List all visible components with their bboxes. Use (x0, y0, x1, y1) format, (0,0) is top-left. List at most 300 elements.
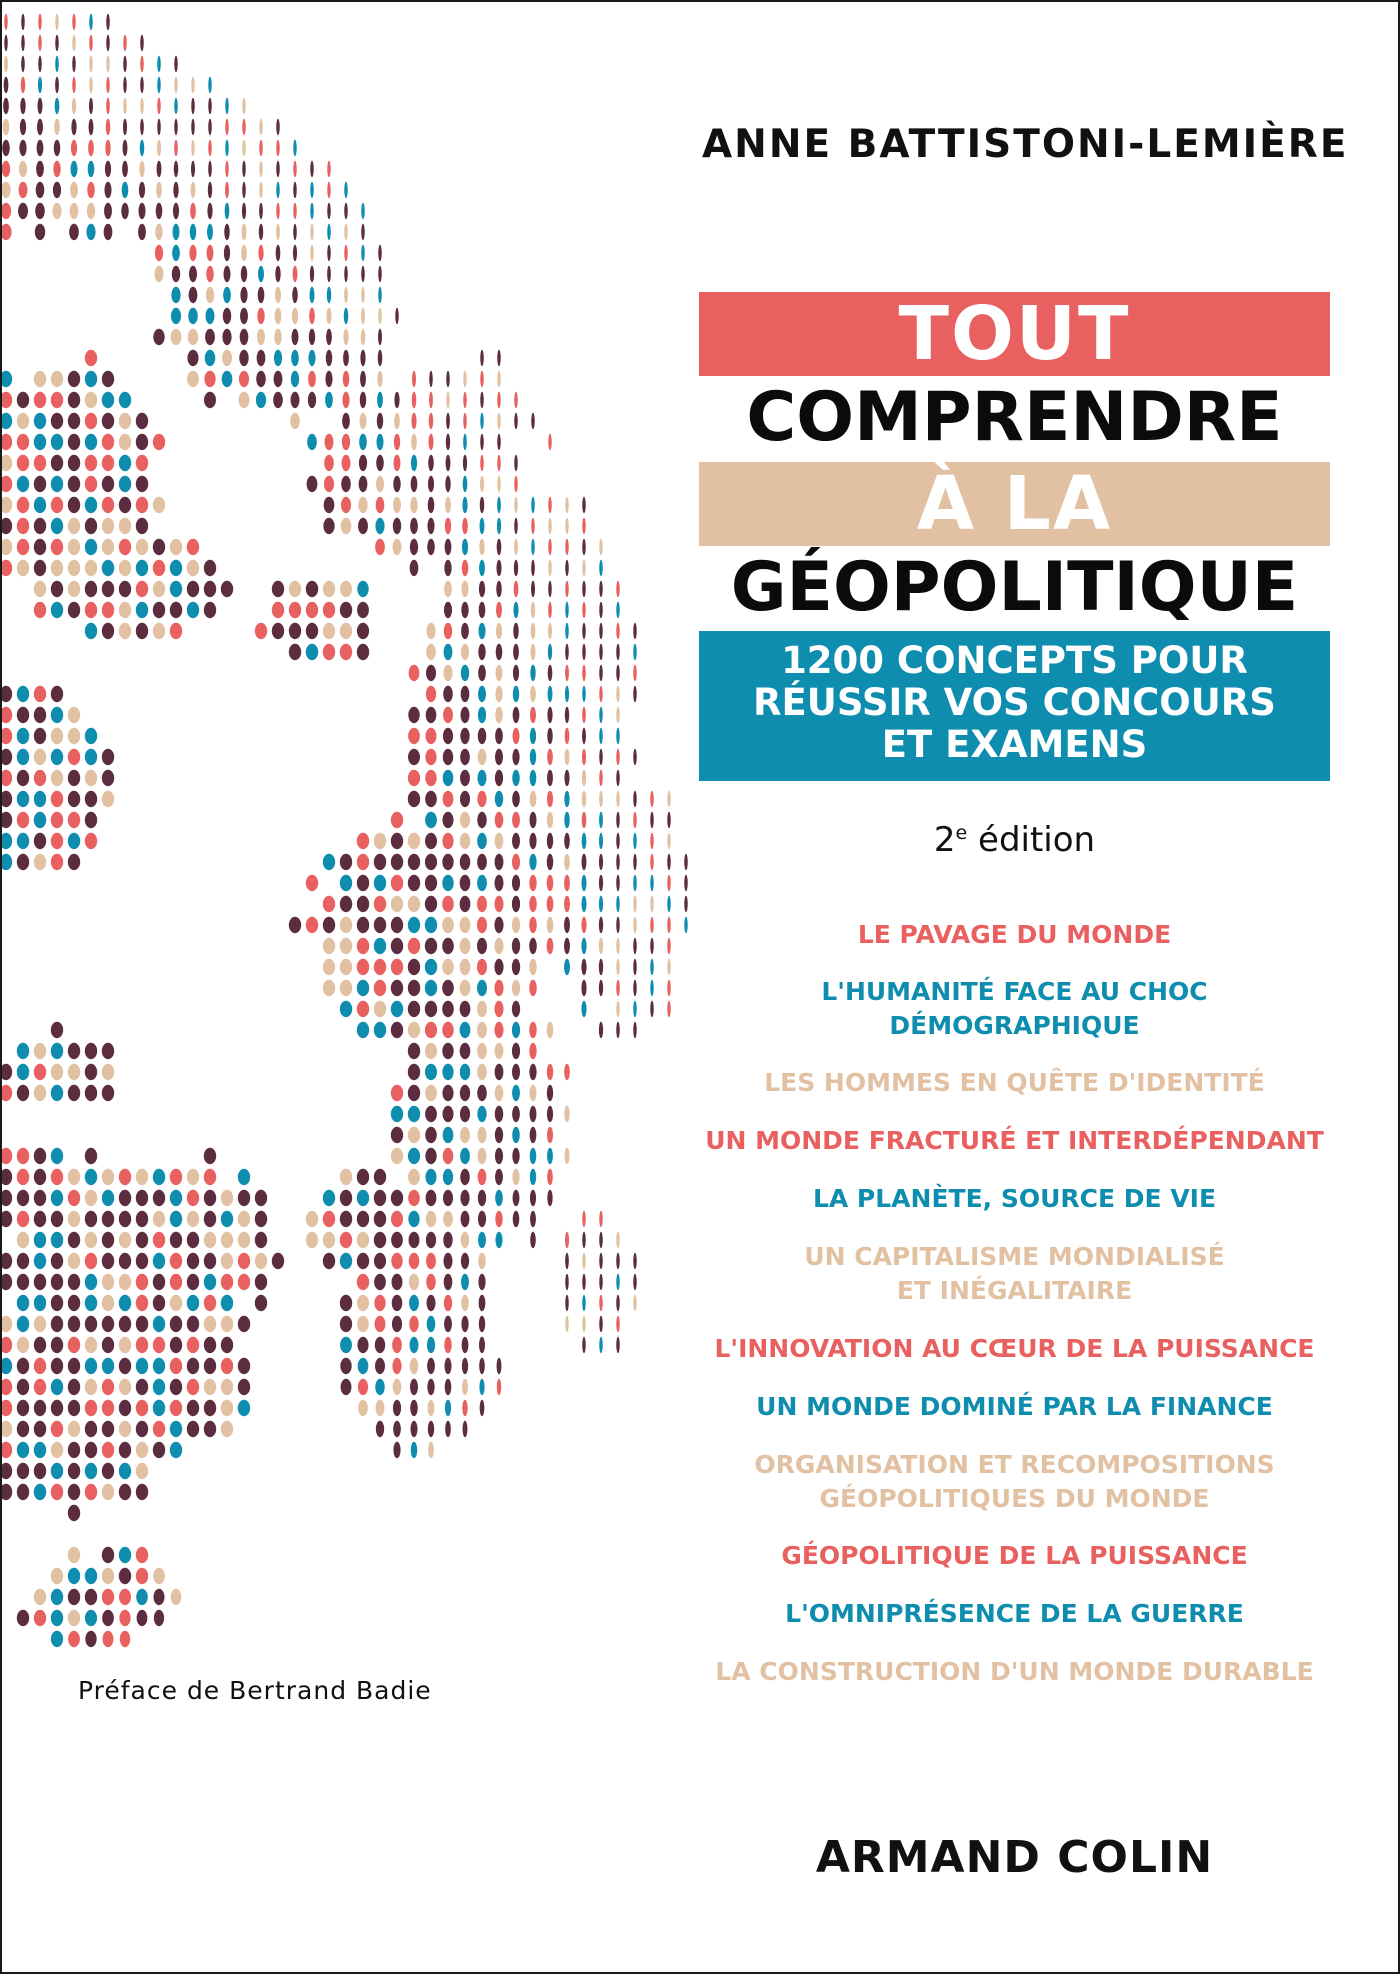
chapter-line: GÉOPOLITIQUES DU MONDE (819, 1484, 1210, 1513)
globe-dot (53, 161, 60, 177)
globe-dot (633, 791, 636, 807)
globe-dot (2, 1400, 12, 1416)
globe-dot (340, 581, 352, 597)
globe-dot (102, 1400, 114, 1416)
globe-dot (208, 98, 211, 114)
globe-dot (599, 1274, 602, 1290)
globe-dot (408, 896, 420, 912)
globe-dot (18, 203, 28, 219)
globe-dot (85, 1631, 96, 1647)
globe-dot (68, 1358, 80, 1374)
globe-dot (207, 224, 213, 240)
globe-dot (289, 602, 301, 618)
globe-dot (409, 1232, 420, 1248)
globe-dot (564, 959, 570, 975)
globe-dot (599, 854, 603, 870)
globe-dot (478, 1211, 486, 1227)
globe-dot (256, 371, 266, 387)
globe-dot (425, 770, 436, 786)
globe-dot (17, 854, 29, 870)
globe-dot (190, 203, 196, 219)
globe-dot (323, 623, 335, 639)
globe-dot (276, 203, 279, 219)
globe-dot (564, 896, 570, 912)
globe-dot (21, 14, 24, 30)
globe-dot (106, 119, 110, 135)
globe-dot (85, 833, 97, 849)
globe-dot (599, 1253, 602, 1269)
globe-dot (497, 371, 500, 387)
globe-dot (650, 854, 653, 870)
globe-dot (2, 224, 12, 240)
globe-dot (85, 1463, 97, 1479)
globe-dot (188, 308, 198, 324)
globe-dot (340, 1295, 352, 1311)
globe-dot (340, 1001, 352, 1017)
globe-dot (323, 917, 335, 933)
globe-dot (408, 728, 420, 744)
globe-dot (17, 1358, 29, 1374)
globe-dot (309, 329, 315, 345)
globe-dot (497, 1379, 501, 1395)
globe-dot (136, 413, 148, 429)
globe-dot (222, 329, 231, 345)
globe-dot (564, 1106, 569, 1122)
globe-dot (34, 581, 46, 597)
globe-dot (357, 875, 369, 891)
globe-dot (667, 854, 670, 870)
globe-dot (512, 959, 520, 975)
globe-dot (495, 833, 504, 849)
globe-dot (478, 1232, 486, 1248)
globe-dot (34, 1043, 46, 1059)
globe-dot (564, 938, 570, 954)
globe-dot (204, 1295, 216, 1311)
globe-dot (2, 1442, 12, 1458)
globe-dot (187, 581, 199, 597)
globe-dot (616, 1232, 619, 1248)
globe-dot (444, 623, 453, 639)
globe-dot (616, 749, 619, 765)
globe-dot (51, 1400, 63, 1416)
globe-dot (377, 371, 382, 387)
globe-dot (324, 476, 334, 492)
globe-dot (17, 1085, 29, 1101)
edition-text: édition (978, 820, 1096, 860)
globe-dot (425, 1148, 436, 1164)
globe-dot (514, 497, 517, 513)
globe-dot (426, 728, 437, 744)
globe-dot (428, 497, 435, 513)
globe-dot (340, 1253, 352, 1269)
globe-dot (34, 434, 46, 450)
globe-dot (531, 602, 535, 618)
globe-dot (564, 833, 570, 849)
globe-dot (616, 770, 619, 786)
globe-dot (358, 497, 367, 513)
globe-dot (191, 182, 196, 198)
globe-dot (495, 1211, 502, 1227)
globe-dot (85, 497, 97, 513)
globe-dot (68, 1316, 80, 1332)
globe-dot (272, 1253, 284, 1269)
globe-dot (21, 77, 25, 93)
globe-dot (684, 854, 687, 870)
globe-dot (581, 959, 586, 975)
globe-dot (512, 728, 519, 744)
globe-dot (565, 1253, 569, 1269)
globe-dot (51, 1442, 63, 1458)
globe-dot (2, 1379, 12, 1395)
globe-dot (102, 1568, 114, 1584)
globe-dot (426, 1253, 436, 1269)
globe-dot (514, 581, 519, 597)
globe-dot (72, 56, 75, 72)
globe-dot (391, 1127, 403, 1143)
globe-dot (240, 329, 249, 345)
globe-dot (479, 1295, 486, 1311)
globe-dot (411, 1442, 418, 1458)
globe-dot (291, 392, 300, 408)
globe-dot (187, 1337, 199, 1353)
globe-dot (171, 287, 180, 303)
globe-dot (136, 1169, 148, 1185)
globe-dot (442, 854, 453, 870)
globe-dot (427, 1379, 434, 1395)
globe-dot (616, 1316, 619, 1332)
globe-dot (667, 959, 670, 975)
globe-dot (616, 1337, 619, 1353)
globe-dot (426, 665, 436, 681)
globe-dot (34, 1610, 46, 1626)
globe-dot (391, 896, 403, 912)
globe-dot (495, 686, 502, 702)
globe-dot (547, 917, 554, 933)
globe-dot (429, 392, 433, 408)
globe-dot (72, 14, 75, 30)
globe-dot (51, 581, 63, 597)
globe-dot (272, 623, 284, 639)
globe-dot (393, 497, 401, 513)
globe-dot (51, 791, 63, 807)
chapter-line: UN MONDE DOMINÉ PAR LA FINANCE (756, 1392, 1273, 1421)
globe-dot (443, 1253, 452, 1269)
globe-dot (38, 14, 41, 30)
globe-dot (650, 917, 653, 933)
globe-dot (582, 602, 585, 618)
globe-dot (442, 1085, 453, 1101)
globe-dot (289, 644, 301, 660)
globe-dot (599, 917, 603, 933)
globe-dot (374, 959, 386, 975)
globe-dot (123, 98, 126, 114)
globe-dot (443, 707, 453, 723)
globe-dot (376, 476, 384, 492)
globe-dot (599, 623, 602, 639)
globe-dot (425, 1064, 437, 1080)
globe-dot (225, 140, 228, 156)
globe-dot (496, 665, 503, 681)
globe-dot (323, 518, 334, 534)
globe-dot (357, 602, 369, 618)
globe-dot (374, 1211, 386, 1227)
globe-dot (667, 833, 670, 849)
globe-dot (68, 581, 80, 597)
globe-dot (375, 1337, 385, 1353)
globe-dot (326, 350, 332, 366)
globe-dot (276, 140, 279, 156)
globe-dot (68, 1442, 80, 1458)
globe-dot (153, 1421, 165, 1437)
globe-dot (512, 749, 519, 765)
globe-dot (667, 875, 670, 891)
globe-dot (599, 581, 602, 597)
globe-dot (344, 308, 349, 324)
globe-dot (480, 1400, 485, 1416)
globe-dot (391, 1253, 402, 1269)
globe-dot (582, 1295, 585, 1311)
globe-dot (582, 518, 585, 534)
globe-dot (391, 1232, 403, 1248)
globe-dot (68, 1295, 80, 1311)
globe-dot (565, 497, 568, 513)
globe-dot (239, 371, 249, 387)
globe-dot (408, 791, 420, 807)
globe-dot (667, 812, 670, 828)
globe-dot (17, 686, 29, 702)
globe-dot (357, 1295, 369, 1311)
globe-dot (323, 1190, 335, 1206)
globe-dot (443, 770, 454, 786)
globe-dot (408, 1043, 420, 1059)
globe-dot (204, 1274, 216, 1290)
globe-dot (136, 476, 148, 492)
globe-dot (530, 707, 536, 723)
globe-dot (34, 1148, 46, 1164)
globe-dot (530, 1127, 537, 1143)
globe-dot (102, 1589, 114, 1605)
globe-dot (325, 392, 333, 408)
globe-dot (461, 644, 469, 660)
globe-dot (478, 644, 485, 660)
globe-dot (530, 1169, 536, 1185)
globe-dot (170, 1379, 182, 1395)
globe-dot (68, 1211, 80, 1227)
globe-dot (187, 1316, 199, 1332)
globe-dot (119, 1610, 130, 1626)
globe-dot (204, 1169, 216, 1185)
globe-dot (395, 308, 398, 324)
globe-dot (51, 812, 63, 828)
globe-dot (529, 917, 537, 933)
globe-dot (477, 833, 487, 849)
globe-dot (616, 581, 619, 597)
globe-dot (119, 1463, 131, 1479)
globe-dot (105, 161, 111, 177)
globe-dot (327, 266, 331, 282)
globe-dot (204, 1190, 216, 1206)
globe-dot (170, 1190, 182, 1206)
globe-dot (293, 203, 296, 219)
globe-dot (170, 1337, 182, 1353)
globe-dot (512, 1148, 519, 1164)
globe-dot (512, 1106, 520, 1122)
globe-dot (102, 791, 114, 807)
globe-dot (341, 497, 351, 513)
globe-dot (633, 623, 636, 639)
globe-dot (221, 1232, 233, 1248)
globe-dot (513, 665, 519, 681)
globe-dot (548, 644, 552, 660)
globe-dot (171, 1589, 182, 1605)
globe-dot (173, 203, 179, 219)
globe-dot (582, 875, 587, 891)
globe-dot (119, 1547, 131, 1563)
globe-dot (378, 329, 382, 345)
globe-dot (102, 1211, 114, 1227)
globe-dot (375, 1358, 385, 1374)
globe-dot (206, 287, 214, 303)
globe-dot (514, 392, 517, 408)
globe-dot (443, 1190, 453, 1206)
globe-dot (119, 1358, 131, 1374)
globe-dot (495, 1190, 503, 1206)
globe-dot (51, 1274, 63, 1290)
globe-dot (69, 224, 79, 240)
globe-dot (51, 1463, 63, 1479)
globe-dot (140, 119, 144, 135)
globe-dot (478, 1169, 487, 1185)
globe-dot (616, 1295, 619, 1311)
globe-dot (479, 581, 485, 597)
globe-dot (408, 707, 419, 723)
globe-dot (410, 1379, 418, 1395)
globe-dot (443, 791, 454, 807)
globe-dot (374, 896, 386, 912)
globe-dot (359, 476, 368, 492)
globe-dot (138, 224, 146, 240)
globe-dot (35, 203, 45, 219)
globe-dot (443, 1232, 452, 1248)
globe-dot (375, 1316, 386, 1332)
globe-dot (51, 707, 63, 723)
globe-dot (393, 1379, 402, 1395)
globe-dot (582, 1337, 585, 1353)
globe-dot (633, 812, 636, 828)
globe-dot (565, 581, 568, 597)
globe-dot (408, 1064, 420, 1080)
globe-dot (272, 581, 284, 597)
globe-dot (443, 1106, 454, 1122)
globe-dot (153, 1211, 165, 1227)
globe-dot (531, 518, 534, 534)
globe-dot (51, 686, 63, 702)
globe-dot (123, 140, 128, 156)
chapter-item (699, 1597, 1330, 1631)
globe-dot (51, 455, 63, 471)
globe-dot (34, 518, 46, 534)
globe-dot (35, 224, 45, 240)
globe-dot (357, 1337, 368, 1353)
globe-dot (512, 1022, 520, 1038)
chapter-line: L'HUMANITÉ FACE AU CHOC (821, 977, 1208, 1006)
globe-dot (2, 812, 12, 828)
globe-dot (119, 539, 131, 555)
globe-dot (374, 854, 386, 870)
globe-dot (85, 1358, 97, 1374)
globe-dot (119, 518, 131, 534)
globe-dot (2, 686, 12, 702)
globe-dot (442, 875, 453, 891)
globe-dot (512, 1169, 519, 1185)
globe-dot (462, 1400, 467, 1416)
globe-dot (460, 728, 469, 744)
globe-dot (391, 938, 403, 954)
globe-dot (480, 518, 485, 534)
globe-dot (462, 581, 469, 597)
globe-dot (650, 1001, 653, 1017)
globe-dot (477, 917, 487, 933)
globe-dot (136, 1379, 148, 1395)
globe-dot (633, 896, 636, 912)
globe-dot (495, 791, 503, 807)
globe-dot (428, 476, 434, 492)
globe-dot (51, 413, 63, 429)
globe-dot (529, 1064, 536, 1080)
globe-dot (170, 539, 182, 555)
globe-dot (123, 35, 126, 51)
globe-dot (170, 581, 182, 597)
globe-dot (374, 1274, 386, 1290)
globe-dot (308, 371, 316, 387)
globe-dot (275, 266, 280, 282)
globe-dot (17, 434, 29, 450)
globe-dot (360, 392, 366, 408)
globe-dot (530, 665, 535, 681)
globe-dot (478, 728, 487, 744)
globe-dot (85, 476, 97, 492)
globe-dot (136, 560, 148, 576)
globe-dot (429, 413, 433, 429)
globe-dot (582, 1274, 585, 1290)
globe-dot (174, 119, 177, 135)
globe-dot (582, 707, 586, 723)
globe-dot (51, 1358, 63, 1374)
globe-dot (119, 1337, 131, 1353)
globe-dot (410, 1421, 417, 1437)
globe-dot (223, 287, 231, 303)
globe-dot (307, 476, 318, 492)
author-name: ANNE BATTISTONI-LEMIÈRE (702, 122, 1349, 167)
globe-dot (102, 602, 114, 618)
globe-dot (55, 77, 59, 93)
globe-dot (153, 1358, 165, 1374)
globe-dot (497, 455, 500, 471)
globe-dot (240, 287, 247, 303)
globe-dot (581, 1001, 586, 1017)
globe-dot (427, 1316, 436, 1332)
globe-dot (221, 1400, 233, 1416)
globe-dot (548, 518, 551, 534)
globe-dot (72, 98, 76, 114)
globe-dot (599, 875, 603, 891)
globe-dot (547, 833, 553, 849)
globe-dot (425, 1106, 437, 1122)
globe-dot (88, 140, 94, 156)
globe-dot (512, 1064, 520, 1080)
globe-dot (2, 1148, 12, 1164)
globe-dot (2, 1421, 12, 1437)
